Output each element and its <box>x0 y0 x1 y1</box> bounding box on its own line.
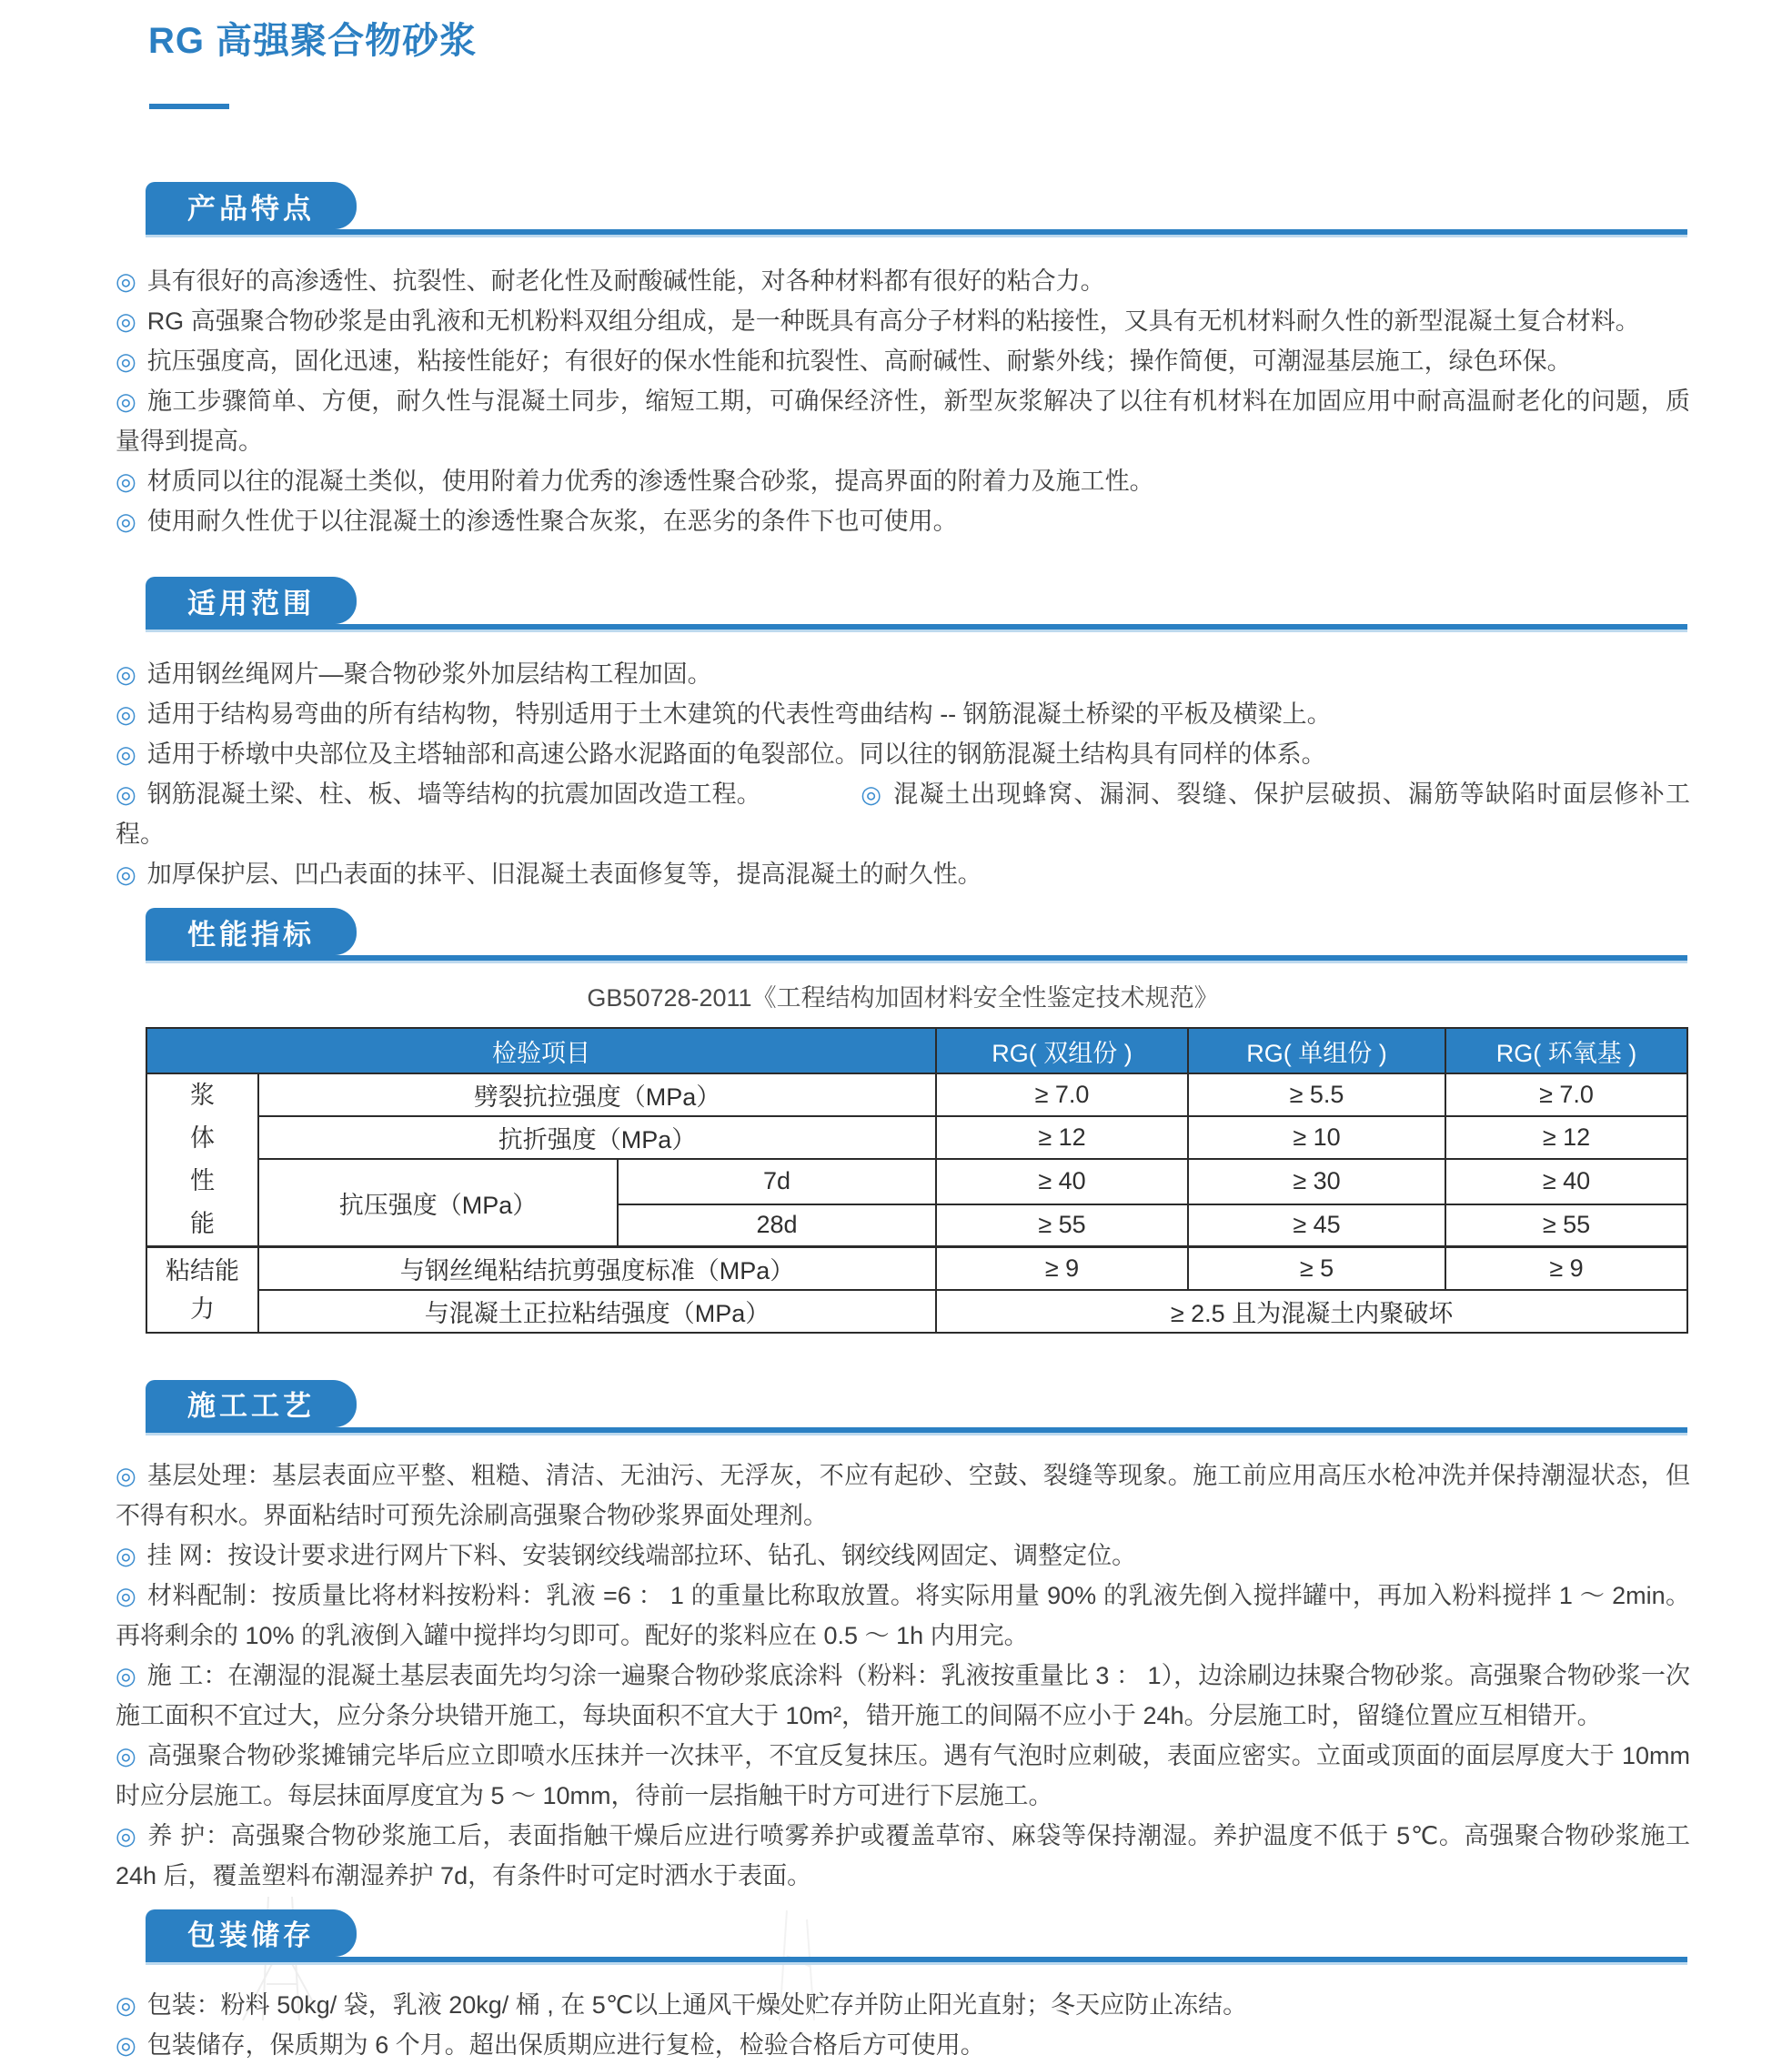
list-item <box>116 261 1690 301</box>
section-header-features <box>146 182 1687 237</box>
table-cell: 抗压强度（MPa） <box>258 1159 618 1247</box>
performance-table <box>146 1027 1688 1334</box>
bullet-icon: ◎ <box>116 267 136 295</box>
section-tab <box>146 1380 357 1427</box>
bullet-text: 施 工：在潮湿的混凝土基层表面先均匀涂一遍聚合物砂浆底涂料（粉料：乳液按重量比 3 ： 1），边涂刷边抹聚合物砂浆。高强聚合物砂浆一次施工面积不宜过大，应分条分块错开施工，每块面积不宜大于 10m²，错开施工的间隔不应小于 24h。分层施工时，留缝位置应互相错开。 <box>116 1661 1690 1729</box>
list-item <box>116 694 1690 734</box>
table-header-item: 检验项目 <box>146 1028 936 1073</box>
bullet-icon: ◎ <box>116 1990 136 2019</box>
process-list <box>116 1456 1690 1896</box>
pair-left <box>116 774 860 814</box>
bullet-text: 混凝土出现蜂窝、漏洞、裂缝、保护层破损、漏筋等缺陷时面层修补工程。 <box>116 781 1691 848</box>
table-cell: ≥ 40 <box>936 1159 1188 1204</box>
section-rule-light <box>146 235 1687 237</box>
bullet-text: 高强聚合物砂浆摊铺完毕后应立即喷水压抹并一次抹平，不宜反复抹压。遇有气泡时应刺破，表面应密实。立面或顶面的面层厚度大于 10mm 时应分层施工。每层抹面厚度宜为 5 ～ 10mm，待前一层指触干时方可进行下层施工。 <box>116 1741 1691 1809</box>
list-item <box>116 1816 1690 1896</box>
bullet-icon: ◎ <box>116 1741 137 1769</box>
table-cell: 28d <box>618 1204 936 1247</box>
bullet-icon: ◎ <box>116 1541 136 1569</box>
table-header-col3: RG( 环氧基 ) <box>1445 1028 1687 1073</box>
section-heading: 施工工艺 <box>187 1390 315 1422</box>
table-cell: ≥ 55 <box>936 1204 1188 1247</box>
list-item <box>116 1576 1690 1656</box>
list-item <box>116 734 1690 774</box>
group-label-cell: 粘结能力 <box>146 1247 258 1333</box>
table-cell: 抗折强度（MPa） <box>258 1116 936 1159</box>
group-label-cell: 浆体性能 <box>146 1073 258 1247</box>
list-item <box>116 2025 1690 2065</box>
title-underline <box>149 104 229 109</box>
table-cell: ≥ 10 <box>1188 1116 1445 1159</box>
table-cell: ≥ 7.0 <box>1445 1073 1687 1116</box>
section-header-performance <box>146 908 1687 963</box>
bullet-icon: ◎ <box>116 388 137 415</box>
bullet-text: 养 护：高强聚合物砂浆施工后，表面指触干燥后应进行喷雾养护或覆盖草帘、麻袋等保持潮湿。养护温度不低于 5℃。高强聚合物砂浆施工 24h 后，覆盖塑料布潮湿养护 7d，有条件时可定时洒水于表面。 <box>116 1821 1691 1889</box>
table-cell: 与钢丝绳粘结抗剪强度标准（MPa） <box>258 1247 936 1290</box>
table-cell: ≥ 5.5 <box>1188 1073 1445 1116</box>
table-cell: ≥ 5 <box>1188 1247 1445 1290</box>
bullet-text: 具有很好的高渗透性、抗裂性、耐老化性及耐酸碱性能，对各种材料都有很好的粘合力。 <box>146 267 1105 295</box>
table-cell: ≥ 30 <box>1188 1159 1445 1204</box>
bullet-icon: ◎ <box>116 1581 137 1609</box>
section-tab <box>146 577 357 624</box>
bullet-text: 使用耐久性优于以往混凝土的渗透性聚合灰浆，在恶劣的条件下也可使用。 <box>146 508 958 535</box>
list-item <box>116 301 1690 341</box>
table-row <box>146 1073 1687 1116</box>
bullet-icon: ◎ <box>116 660 136 688</box>
bullet-text: 抗压强度高，固化迅速，粘接性能好；有很好的保水性能和抗裂性、高耐碱性、耐紫外线；操作简便，可潮湿基层施工，绿色环保。 <box>146 348 1572 375</box>
section-heading: 适用范围 <box>187 587 315 620</box>
list-item <box>116 1456 1690 1536</box>
section-tab <box>146 182 357 229</box>
bullet-text: 适用钢丝绳网片—聚合物砂浆外加层结构工程加固。 <box>146 660 712 688</box>
table-cell: 与混凝土正拉粘结强度（MPa） <box>258 1290 936 1333</box>
table-header-col1: RG( 双组份 ) <box>936 1028 1188 1073</box>
section-heading: 包装储存 <box>187 1919 315 1951</box>
bullet-text: 材料配制：按质量比将材料按粉料：乳液 =6 ： 1 的重量比称取放置。将实际用量 90% 的乳液先倒入搅拌罐中，再加入粉料搅拌 1 ～ 2min。再将剩余的 10% 的乳液倒入罐中搅拌均匀即可。配好的浆料应在 0.5 ～ 1h 内用完。 <box>116 1581 1691 1649</box>
packaging-list <box>116 1985 1690 2065</box>
list-item-pair <box>116 774 1690 854</box>
bullet-icon: ◎ <box>116 781 136 808</box>
list-item <box>116 1536 1690 1576</box>
list-item <box>116 461 1690 501</box>
bullet-text: 加厚保护层、凹凸表面的抹平、旧混凝土表面修复等，提高混凝土的耐久性。 <box>146 861 982 888</box>
section-rule-light <box>146 961 1687 963</box>
bullet-icon: ◎ <box>116 348 136 375</box>
bullet-icon: ◎ <box>116 468 136 495</box>
table-cell: ≥ 40 <box>1445 1159 1687 1204</box>
table-row <box>146 1247 1687 1290</box>
bullet-text: 施工步骤简单、方便，耐久性与混凝土同步，缩短工期，可确保经济性，新型灰浆解决了以往有机材料在加固应用中耐高温耐老化的问题，质量得到提高。 <box>116 388 1690 455</box>
list-item <box>116 1656 1690 1736</box>
section-rule-light <box>146 630 1687 632</box>
bullet-text: 包装储存，保质期为 6 个月。超出保质期应进行复检，检验合格后方可使用。 <box>146 2030 985 2059</box>
bullet-icon: ◎ <box>116 508 136 535</box>
bullet-text: 包装：粉料 50kg/ 袋，乳液 20kg/ 桶 , 在 5℃以上通风干燥处贮存并防止阳光直射；冬天应防止冻结。 <box>146 1990 1248 2019</box>
table-cell: ≥ 7.0 <box>936 1073 1188 1116</box>
bullet-text: 适用于结构易弯曲的所有结构物，特别适用于土木建筑的代表性弯曲结构 -- 钢筋混凝土桥梁的平板及横梁上。 <box>146 700 1332 728</box>
list-item <box>116 501 1690 541</box>
scope-list <box>116 654 1690 894</box>
section-header-scope <box>146 577 1687 632</box>
bullet-icon: ◎ <box>860 781 883 808</box>
table-cell: ≥ 12 <box>936 1116 1188 1159</box>
bullet-text: 材质同以往的混凝土类似，使用附着力优秀的渗透性聚合砂浆，提高界面的附着力及施工性。 <box>146 468 1154 495</box>
bullet-text: 基层处理：基层表面应平整、粗糙、清洁、无油污、无浮灰，不应有起砂、空鼓、裂缝等现象。施工前应用高压水枪冲洗并保持潮湿状态，但不得有积水。界面粘结时可预先涂刷高强聚合物砂浆界面处理剂。 <box>116 1461 1690 1529</box>
section-tab <box>146 908 357 955</box>
table-cell: ≥ 9 <box>936 1247 1188 1290</box>
bullet-icon: ◎ <box>116 1461 137 1489</box>
bullet-icon: ◎ <box>116 1821 137 1849</box>
section-heading: 产品特点 <box>187 192 315 225</box>
bullet-icon: ◎ <box>116 2030 136 2059</box>
section-tab <box>146 1909 357 1957</box>
table-row <box>146 1290 1687 1333</box>
section-rule-light <box>146 1433 1687 1435</box>
section-rule-light <box>146 1962 1687 1965</box>
list-item <box>116 854 1690 894</box>
bullet-text: 适用于桥墩中央部位及主塔轴部和高速公路水泥路面的龟裂部位。同以往的钢筋混凝土结构具有同样的体系。 <box>146 740 1326 768</box>
list-item <box>116 654 1690 694</box>
table-cell: ≥ 55 <box>1445 1204 1687 1247</box>
list-item <box>116 341 1690 381</box>
page-title: RG 高强聚合物砂浆 <box>148 21 478 61</box>
list-item <box>116 381 1690 461</box>
bullet-text: RG 高强聚合物砂浆是由乳液和无机粉料双组分组成，是一种既具有高分子材料的粘接性，又具有无机材料耐久性的新型混凝土复合材料。 <box>146 307 1640 335</box>
features-list <box>116 261 1690 541</box>
section-header-packaging <box>146 1909 1687 1965</box>
bullet-text: 挂 网：按设计要求进行网片下料、安装钢绞线端部拉环、钻孔、钢绞线网固定、调整定位。 <box>146 1541 1137 1569</box>
bullet-text: 钢筋混凝土梁、柱、板、墙等结构的抗震加固改造工程。 <box>146 781 761 808</box>
table-row <box>146 1116 1687 1159</box>
section-header-process <box>146 1380 1687 1435</box>
table-header-col2: RG( 单组份 ) <box>1188 1028 1445 1073</box>
section-heading: 性能指标 <box>187 918 315 951</box>
table-cell: ≥ 12 <box>1445 1116 1687 1159</box>
bullet-icon: ◎ <box>116 1661 136 1689</box>
table-cell: 7d <box>618 1159 936 1204</box>
table-row <box>146 1159 1687 1204</box>
table-cell: ≥ 9 <box>1445 1247 1687 1290</box>
bullet-icon: ◎ <box>116 700 136 728</box>
table-cell: 劈裂抗拉强度（MPa） <box>258 1073 936 1116</box>
table-cell: ≥ 45 <box>1188 1204 1445 1247</box>
table-caption: GB50728-2011《工程结构加固材料安全性鉴定技术规范》 <box>587 984 1219 1012</box>
table-cell: ≥ 2.5 且为混凝土内聚破坏 <box>936 1290 1687 1333</box>
list-item <box>116 1736 1690 1816</box>
bullet-icon: ◎ <box>116 861 136 888</box>
bullet-icon: ◎ <box>116 740 136 768</box>
bullet-icon: ◎ <box>116 307 136 335</box>
list-item <box>116 1985 1690 2025</box>
